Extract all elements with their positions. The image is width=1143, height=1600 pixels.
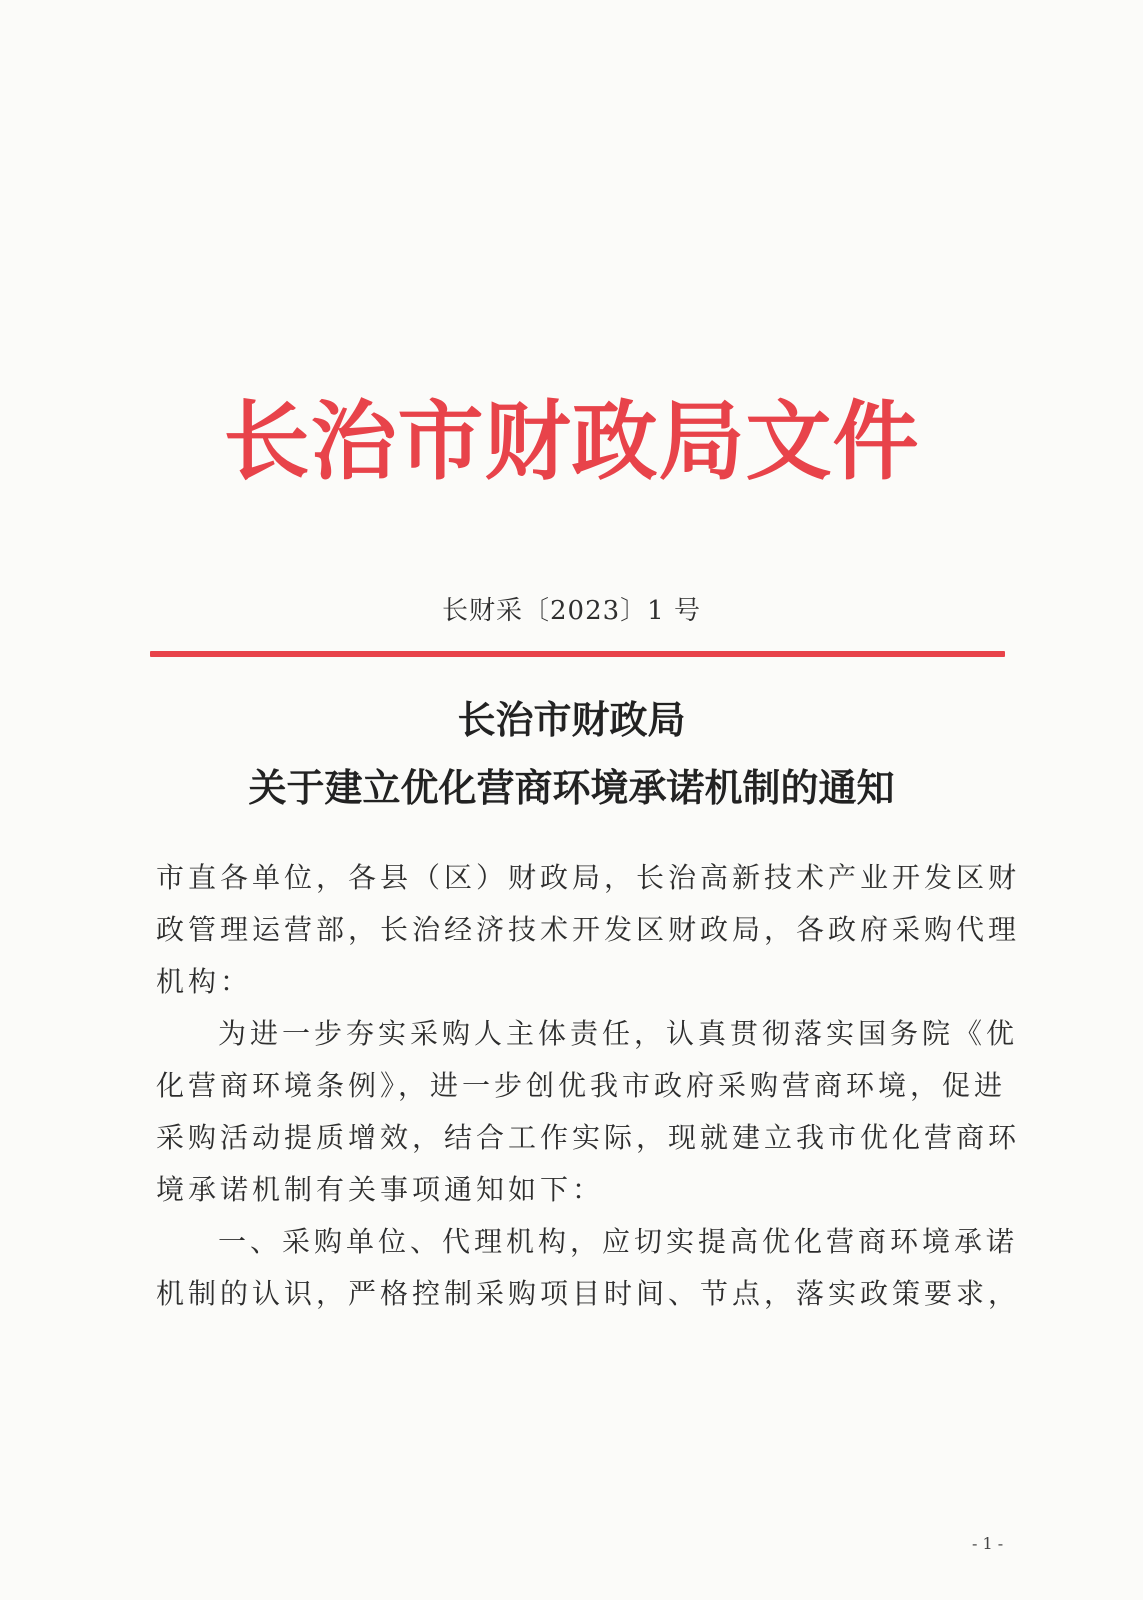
body-line: 机制的认识，严格控制采购项目时间、节点，落实政策要求， — [156, 1277, 1021, 1310]
body-line: 机构： — [156, 965, 253, 998]
body-line: 政管理运营部，长治经济技术开发区财政局，各政府采购代理 — [156, 913, 1021, 946]
red-divider-line — [150, 651, 1005, 657]
document-title-line-2: 关于建立优化营商环境承诺机制的通知 — [248, 765, 895, 810]
body-line: 采购活动提质增效，结合工作实际，现就建立我市优化营商环 — [156, 1121, 1021, 1154]
page-number: - 1 - — [972, 1534, 1004, 1553]
document-masthead: 长治市财政局文件 — [223, 391, 920, 492]
body-line: 为进一步夯实采购人主体责任，认真贯彻落实国务院《优 — [218, 1017, 1019, 1050]
body-line: 境承诺机制有关事项通知如下： — [156, 1173, 605, 1206]
body-line: 一、采购单位、代理机构，应切实提高优化营商环境承诺 — [218, 1225, 1019, 1258]
document-title-line-1: 长治市财政局 — [457, 697, 686, 742]
body-line: 市直各单位，各县（区）财政局，长治高新技术产业开发区财 — [156, 861, 1021, 894]
document-number: 长财采〔2023〕1 号 — [442, 596, 701, 626]
body-line: 化营商环境条例》，进一步创优我市政府采购营商环境，促进 — [156, 1069, 1007, 1102]
